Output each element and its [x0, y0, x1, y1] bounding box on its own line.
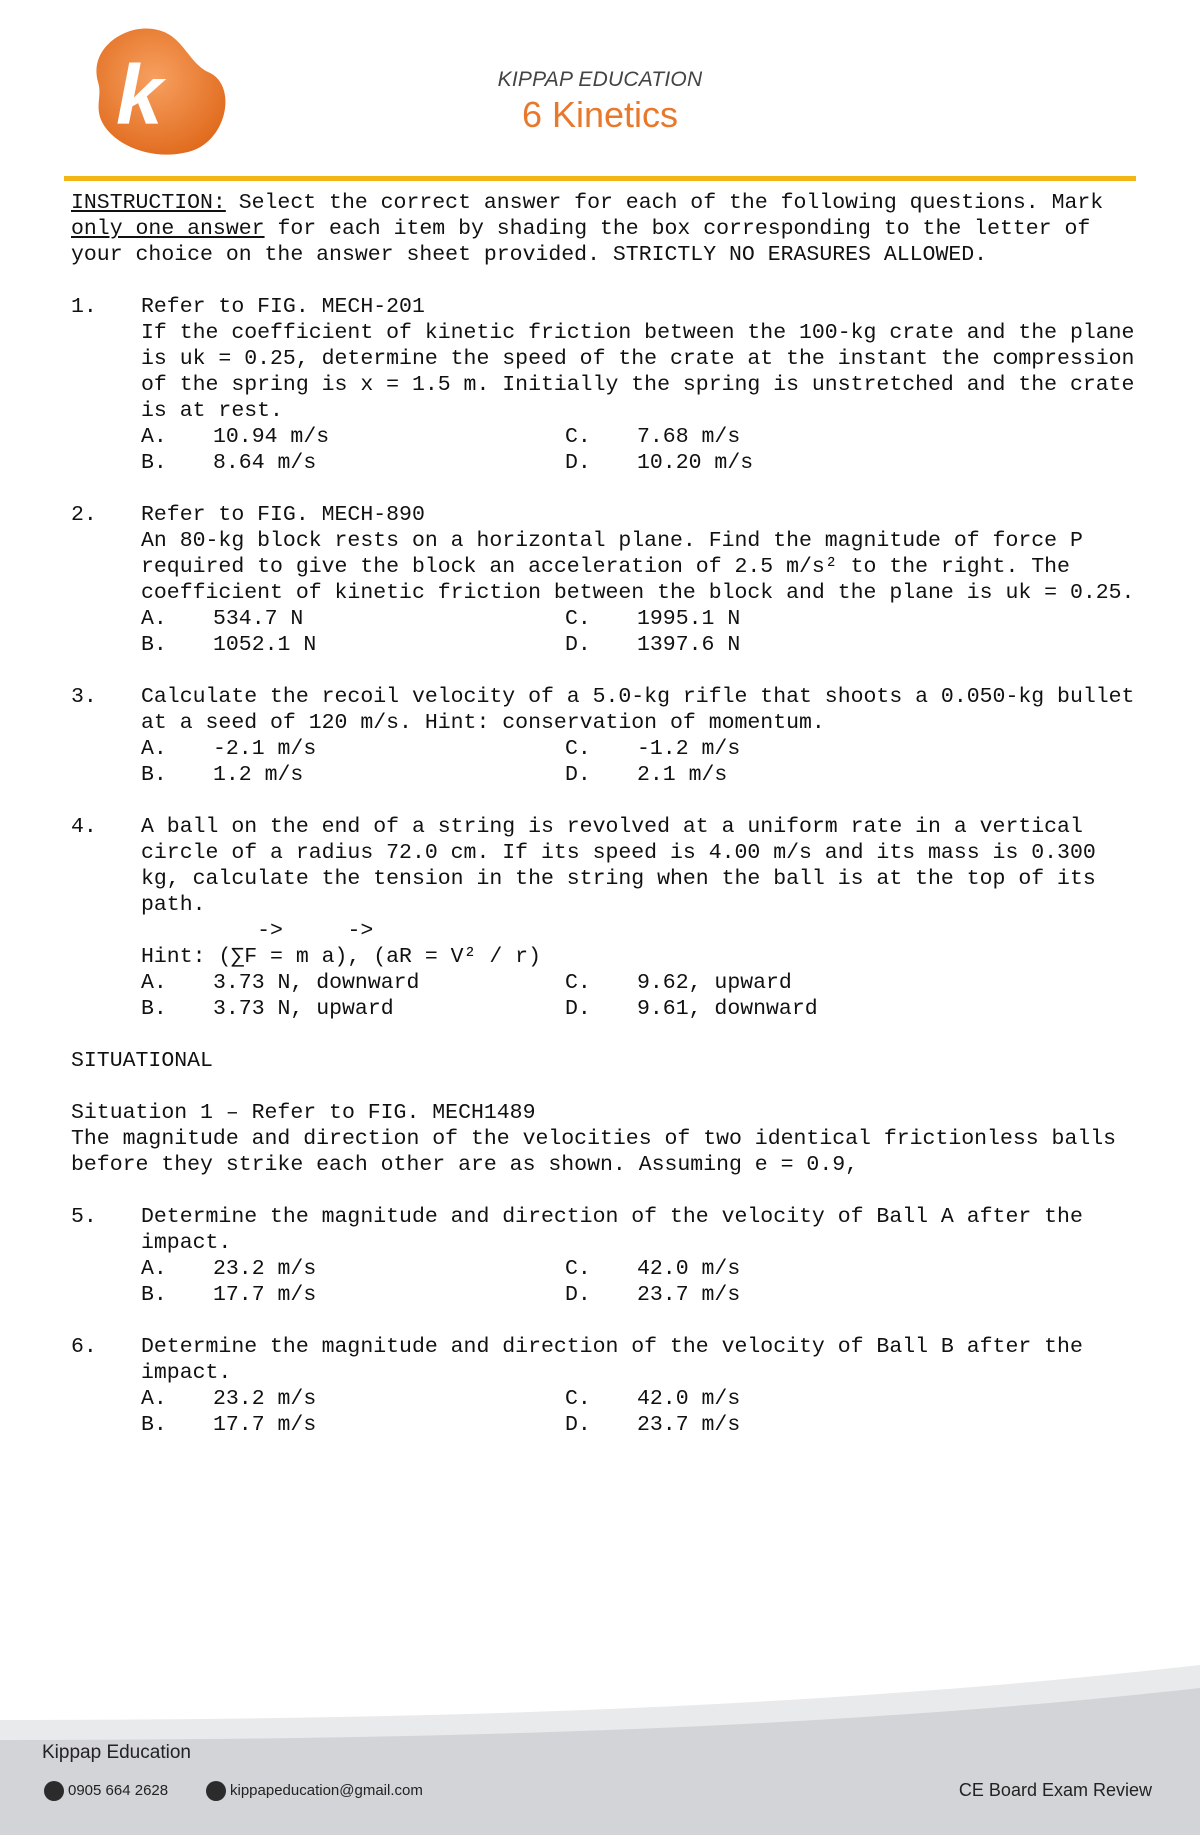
footer-phone: 0905 664 2628 [68, 1782, 169, 1799]
choice-d: D. 10.20 m/s [565, 451, 754, 475]
choice-a: A. 23.2 m/s [141, 1387, 317, 1411]
choice-b: B. 1052.1 N [141, 633, 317, 657]
choices-5 [141, 1256, 1141, 1308]
question-text: Determine the magnitude and direction of the velocity of Ball A after the impact. [141, 1205, 1096, 1255]
choices-2 [141, 606, 1141, 658]
choice-a: A. -2.1 m/s [141, 737, 317, 761]
choice-b: B. 3.73 N, upward [141, 997, 394, 1021]
question-6 [71, 1334, 1141, 1386]
question-number: 4. [71, 815, 97, 839]
instruction-label: INSTRUCTION: [71, 191, 226, 215]
question-text: If the coefficient of kinetic friction between the 100-kg crate and the plane is uk = 0.25, determine the speed of the crate at the instant the compression of the spring is x = 1.5 m. Initially the spring is unstretched and the crate is at rest. [141, 321, 1148, 423]
mail-icon [206, 1781, 226, 1801]
question-ref: Refer to FIG. MECH-201 [141, 295, 425, 319]
choice-d: D. 23.7 m/s [565, 1413, 741, 1437]
question-number: 5. [71, 1205, 97, 1229]
question-number: 1. [71, 295, 97, 319]
question-3 [71, 684, 1148, 736]
choice-a: A. 3.73 N, downward [141, 971, 420, 995]
phone-icon [44, 1781, 64, 1801]
choice-c: C. -1.2 m/s [565, 737, 741, 761]
choice-b: B. 17.7 m/s [141, 1283, 317, 1307]
instruction-emphasis: only one answer [71, 217, 265, 241]
footer-tagline: CE Board Exam Review [958, 1780, 1152, 1800]
question-5 [71, 1204, 1141, 1256]
footer-background [0, 1640, 1200, 1835]
choice-a: A. 23.2 m/s [141, 1257, 317, 1281]
choice-d: D. 2.1 m/s [565, 763, 728, 787]
choice-c: C. 42.0 m/s [565, 1387, 741, 1411]
question-text: Determine the magnitude and direction of the velocity of Ball B after the impact. [141, 1335, 1096, 1385]
choice-d: D. 1397.6 N [565, 633, 741, 657]
choice-a: A. 534.7 N [141, 607, 304, 631]
exam-content [71, 190, 1148, 1438]
choice-b: B. 8.64 m/s [141, 451, 317, 475]
choice-c: C. 9.62, upward [565, 971, 792, 995]
choice-d: D. 9.61, downward [565, 997, 818, 1021]
choices-3 [141, 736, 1141, 788]
choice-d: D. 23.7 m/s [565, 1283, 741, 1307]
choice-a: A. 10.94 m/s [141, 425, 330, 449]
document-title: 6 Kinetics [521, 94, 679, 135]
situation-label: Situation 1 – Refer to FIG. MECH1489 [71, 1101, 536, 1125]
section-heading: SITUATIONAL [71, 1049, 213, 1073]
svg-text:k: k [116, 48, 163, 142]
footer-email[interactable]: kippapeducation@gmail.com [230, 1782, 423, 1799]
kippap-logo-icon [78, 22, 238, 162]
question-hint: Hint: (∑F = m a), (aR = V² / r) [141, 945, 541, 969]
choices-1 [141, 424, 1141, 476]
choices-4 [141, 970, 1141, 1022]
question-2 [71, 502, 1141, 606]
question-number: 3. [71, 685, 97, 709]
question-number: 6. [71, 1335, 97, 1359]
question-number: 2. [71, 503, 97, 527]
question-ref: Refer to FIG. MECH-890 [141, 503, 425, 527]
header-divider [64, 176, 1136, 181]
choice-c: C. 7.68 m/s [565, 425, 741, 449]
question-text: Calculate the recoil velocity of a 5.0-kg rifle that shoots a 0.050-kg bullet at a seed of 120 m/s. Hint: conservation of momentum. [141, 685, 1148, 735]
choice-b: B. 1.2 m/s [141, 763, 304, 787]
question-text: An 80-kg block rests on a horizontal plane. Find the magnitude of force P required to give the block an acceleration of 2.5 m/s² to the right. The coefficient of kinetic friction between the block and the plane is uk = 0.25. [141, 529, 1135, 605]
question-4 [71, 814, 1141, 970]
instruction: INSTRUCTION: Select the correct answer for each of the following questions. Mark only one answer for each item by shading the box corresponding to the letter of your choice on the answer sheet provided. STRICTLY NO ERASURES ALLOWED. [71, 191, 1117, 267]
question-1 [71, 294, 1148, 424]
footer-org: Kippap Education [42, 1742, 191, 1763]
question-text: A ball on the end of a string is revolved at a uniform rate in a vertical circle of a radius 72.0 cm. If its speed is 4.00 m/s and its mass is 0.300 kg, calculate the tension in the string when the ball is at the top of its path. [141, 815, 1109, 917]
choices-6 [141, 1386, 1141, 1438]
choice-c: C. 42.0 m/s [565, 1257, 741, 1281]
choice-c: C. 1995.1 N [565, 607, 741, 631]
choice-b: B. 17.7 m/s [141, 1413, 317, 1437]
situation-text: The magnitude and direction of the velocities of two identical frictionless balls before they strike each other are as shown. Assuming e = 0.9, [71, 1127, 1129, 1177]
vector-arrows: -> -> [141, 919, 374, 943]
brand-name: KIPPAP EDUCATION [497, 68, 703, 91]
